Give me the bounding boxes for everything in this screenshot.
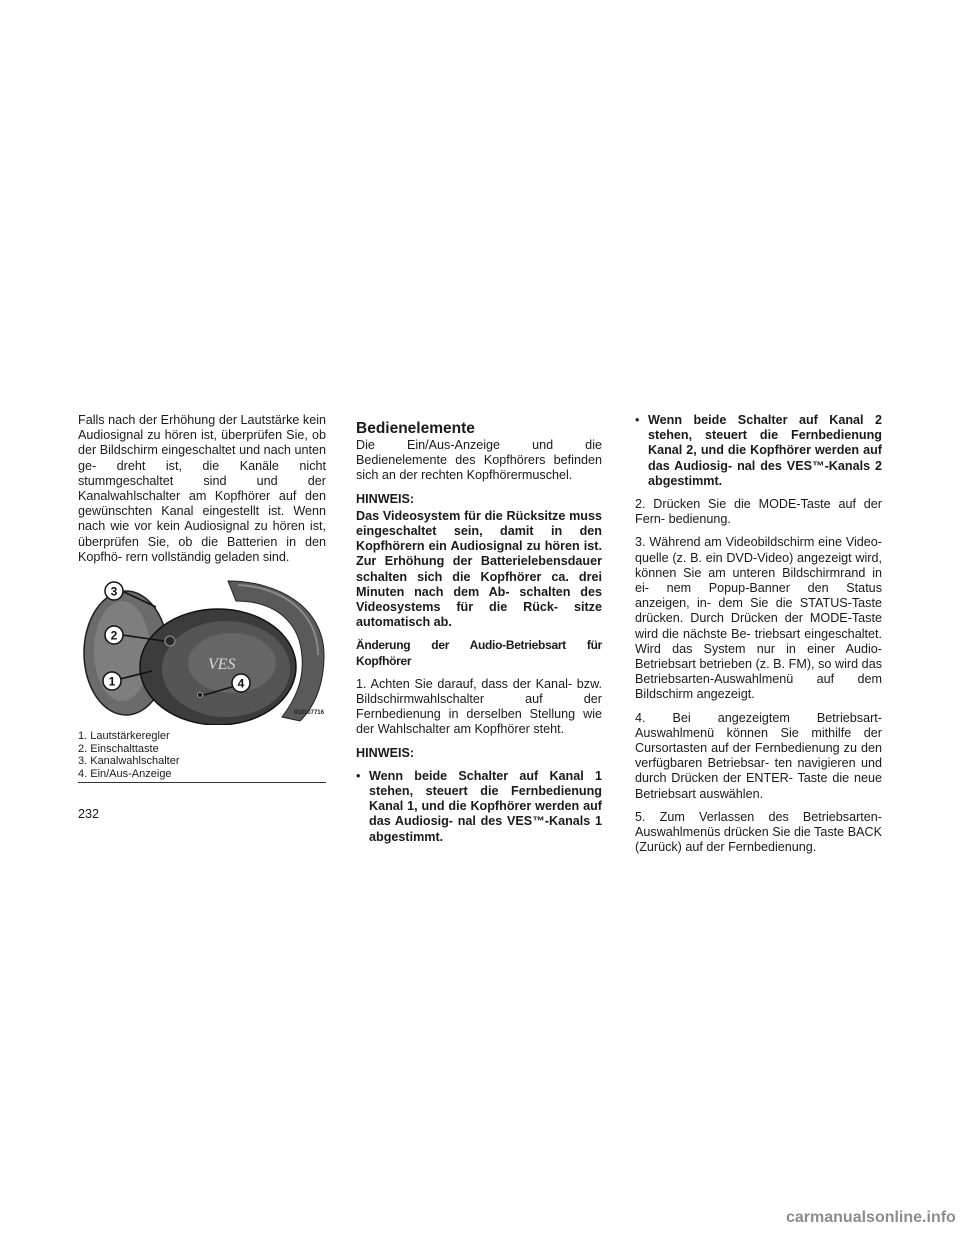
svg-text:2: 2 [110, 628, 118, 643]
caption-3: 3. Kanalwahlschalter [78, 755, 180, 768]
svg-text:1: 1 [108, 674, 116, 689]
caption-2: 2. Einschalttaste [78, 742, 159, 755]
note-label: HINWEIS: [356, 491, 415, 506]
bullet-dot: • [635, 413, 640, 427]
step-2: 2. Drücken Sie die MODE-Taste auf der Fern- bedienung. [635, 497, 882, 527]
note-text: Das Videosystem für die Rücksitze muss eingeschaltet sein, damit in den Kopfhörern ein Audiosignal zu hören ist. Zur Erhöhung der Batterielebensdauer schalten sich die Kopfhörer ca. drei Minuten nach dem Ab- schalten des Videosystems für die Rück- sitze automatisch ab. [356, 508, 602, 630]
intro-paragraph: Falls nach der Erhöhung der Lautstärke kein Audiosignal zu hören ist, überprüfen Sie, ob der Bildschirm eingeschaltet und nach unten ge- dreht ist, die Kanäle nicht stummgeschaltet sind und der Kanalwahlschalter am Kopfhörer auf den gewünschten Kanal eingestellt ist. Wenn nach wie vor kein Audiosignal zu hören ist, überprüfen Sie, ob die Batterien in den Kopfhö- rern vollständig geladen sind. [78, 413, 326, 564]
bullet-text: Wenn beide Schalter auf Kanal 1 stehen, steuert die Fernbedienung Kanal 1, und die Kopfhörer werden auf das Audiosig- nal des VES™-Kanals 1 abgestimmt. [369, 768, 602, 844]
note2-label: HINWEIS: [356, 745, 415, 760]
caption-1: 1. Lautstärkeregler [78, 730, 170, 743]
callout-1 [103, 672, 121, 690]
page-number: 232 [78, 807, 100, 821]
bullet-text: Wenn beide Schalter auf Kanal 2 stehen, steuert die Fernbedienung Kanal 2, und die Kopfhörer werden auf das Audiosig- nal des VES™-Kanals 2 abgestimmt. [648, 413, 882, 488]
svg-text:3: 3 [110, 584, 118, 599]
figure-code: 010107716 [293, 710, 324, 717]
step-1: 1. Achten Sie darauf, dass der Kanal- bzw. Bildschirmwahlschalter auf der Fernbedienung in derselben Stellung wie der Wahlschalter am Kopfhörer steht. [356, 676, 602, 737]
svg-text:4: 4 [237, 676, 245, 691]
step-5: 5. Zum Verlassen des Betriebsarten- Auswahlmenüs drücken Sie die Taste BACK (Zurück) auf der Fernbedienung. [635, 809, 882, 855]
subheading: Änderung der Audio-Betriebsart für Kopfhörer [356, 638, 602, 668]
caption-divider [78, 782, 326, 783]
bullet-channel-1 [356, 769, 602, 845]
step-4: 4. Bei angezeigtem Betriebsart-Auswahlmenü können Sie mithilfe der Cursortasten auf der Fernbedienung zu den verfügbaren Betriebsar- ten navigieren und durch Drücken der ENTER- Taste die neue Betriebsart auswählen. [635, 710, 882, 801]
column-middle [356, 413, 602, 853]
bullet-dot: • [356, 768, 361, 783]
controls-paragraph: Die Ein/Aus-Anzeige und die Bedienelemente des Kopfhörers befinden sich an der rechten Kopfhörermuschel. [356, 438, 602, 483]
step-3: 3. Während am Videobildschirm eine Video- quelle (z. B. ein DVD-Video) angezeigt wird, können Sie am unteren Bildschirmrand in ei- nem Popup-Banner den Status anzeigen, in- dem Sie die STATUS-Taste drücken. Durch Drücken der MODE-Taste wird die nächste Be- triebsart eingeschaltet. Wird das System nur in einer Audio-Betriebsart betrieben (z. B. FM), so wird das Betriebsarten-Auswahlmenü auf dem Bildschirm angezeigt. [635, 535, 882, 702]
watermark-link[interactable]: carmanualsonline.info [786, 1209, 956, 1226]
column-right [635, 413, 882, 863]
bullet-channel-2 [635, 413, 882, 489]
section-heading: Bedienelemente [356, 420, 475, 437]
ves-logo: VES [208, 656, 236, 674]
callout-4 [232, 674, 250, 692]
column-left [78, 413, 326, 783]
figure-captions [78, 730, 326, 780]
callout-3 [105, 582, 123, 600]
callout-2 [105, 626, 123, 644]
caption-4: 4. Ein/Aus-Anzeige [78, 767, 172, 780]
headphone-figure [78, 577, 326, 725]
